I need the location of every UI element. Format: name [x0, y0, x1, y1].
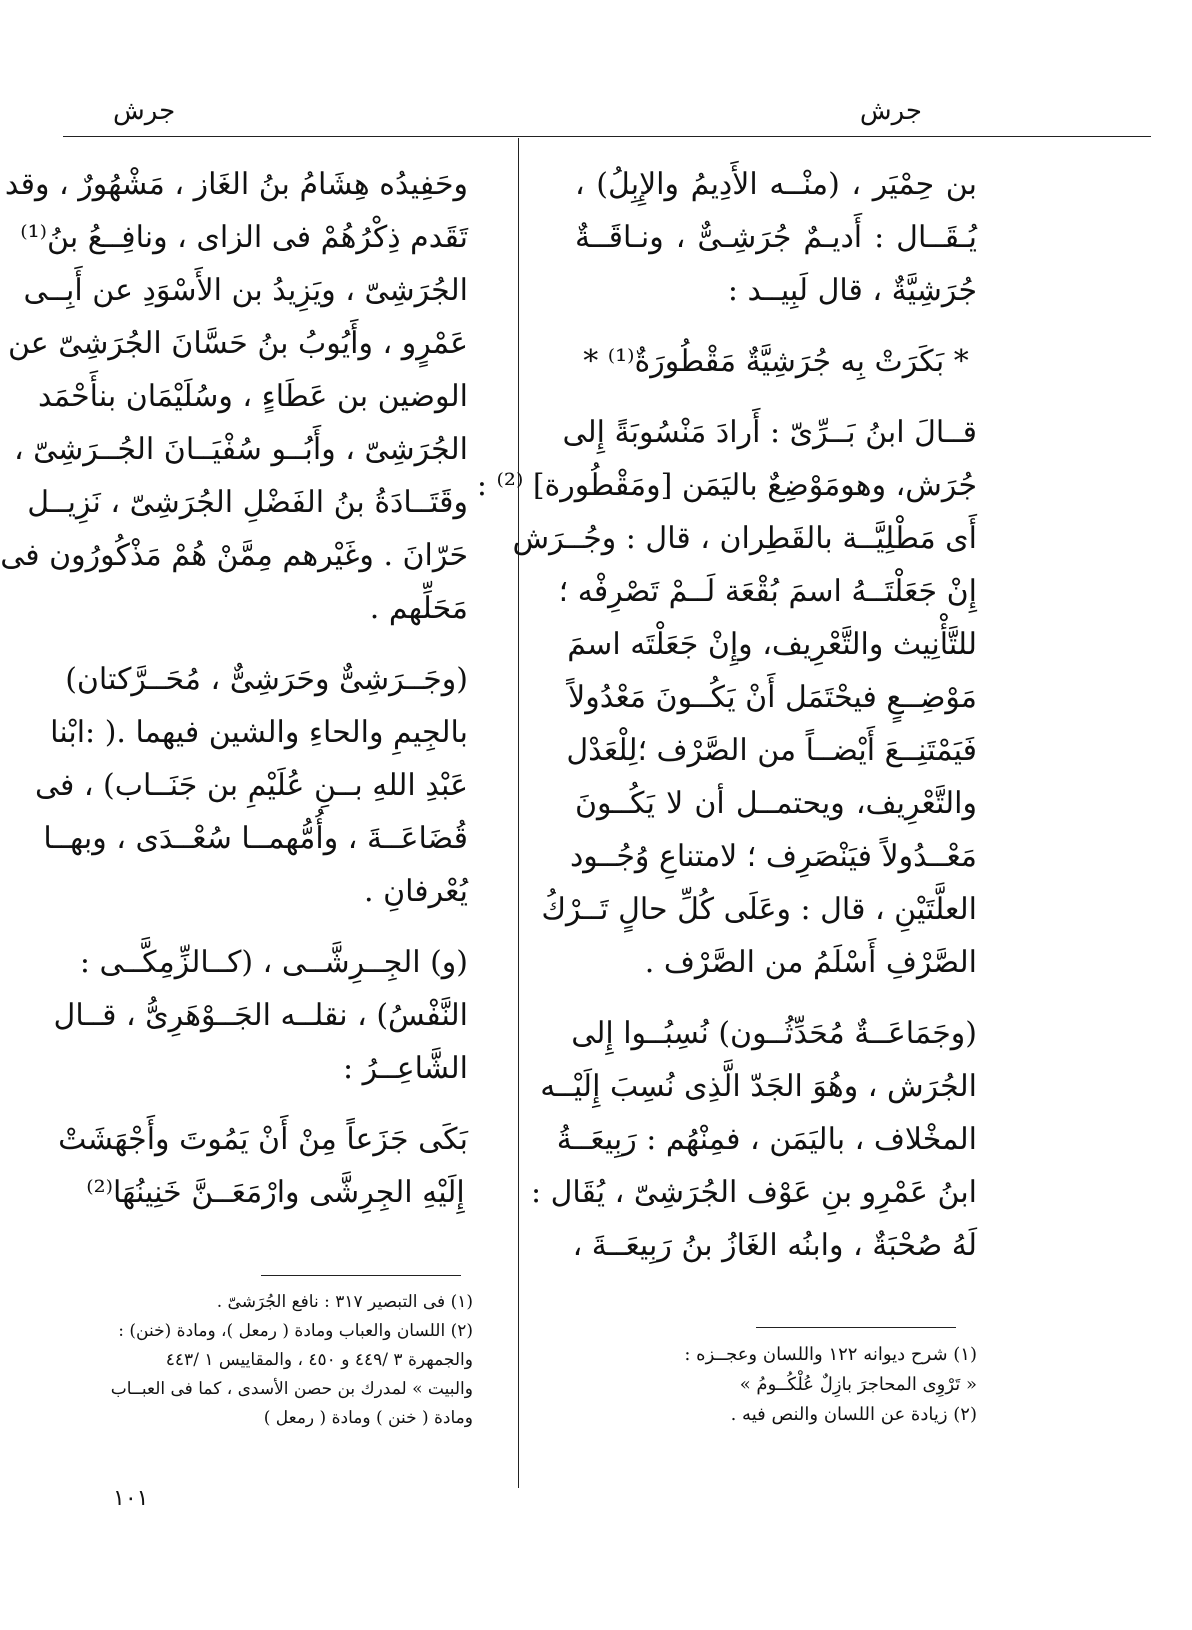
text-line: فَيَمْتَنِــعَ أَيْضــاً من الصَّرْف ؛لِلْعَدْل — [566, 733, 977, 768]
text-line: ابنُ عَمْرِو بنِ عَوْف الجُرَشِىّ ، يُقَال : — [530, 1175, 977, 1210]
footnote-line: (١) شرح ديوانه ١٢٢ واللسان وعجــزه : — [684, 1344, 977, 1365]
footnote-line: (٢) اللسان والعباب ومادة ( رمعل )، ومادة (خنن) : — [118, 1321, 473, 1341]
text-line: الجُرَشِىّ ، ويَزِيدُ بن الأَسْوَدِ عن أَبِــى — [23, 273, 468, 308]
footnote-rule-left — [261, 1275, 461, 1276]
text-line: العلَّتَيْنِ ، قال : وعَلَى كُلِّ حالٍ تَــرْكُ — [541, 892, 977, 927]
paragraph-gap — [575, 388, 977, 406]
verse-line: بَكَى جَزَعاً مِنْ أَنْ يَمُوتَ وأَجْهَشَتْ — [58, 1122, 468, 1157]
footnote-rule-right — [756, 1327, 956, 1328]
text-line: للتَّأْنِيث والتَّعْرِيف، وإِنْ جَعَلْتَه اسمَ — [567, 627, 977, 662]
text-line: المخْلاف ، باليَمَن ، فمِنْهُم : رَبِيعَــةُ — [556, 1122, 977, 1157]
text-line: عَمْرٍو ، وأَيُوبُ بنُ حَسَّانَ الجُرَشِىّ عن — [7, 326, 468, 361]
text-line: الوضين بن عَطَاءٍ ، وسُلَيْمَان بنأَحْمَد — [38, 379, 468, 414]
text-line: عَبْدِ اللهِ بــنِ عُلَيْمِ بن جَنَــاب) ، فى — [34, 768, 468, 803]
text-line: يُـقَــال : أَديـمٌ جُرَشِـىٌّ ، ونـاقَــةٌ — [575, 220, 977, 255]
text-line: (و) الجِــرِشَّــى ، (كــالزِّمِكَّــى : — [79, 945, 468, 980]
footnote-line: (١) فى التبصير ٣١٧ : نافع الجُرَشىّ . — [216, 1292, 473, 1312]
text-line: يُعْرفانِ . — [364, 874, 468, 909]
header-rule — [63, 136, 1151, 137]
text-line: قــالَ ابنُ بَــرِّىّ : أَرادَ مَنْسُوبَةً إِلى — [562, 415, 977, 450]
paragraph-gap — [83, 918, 468, 936]
text-line: جُرَش، وهومَوْضِعٌ باليَمَن [ومَقْطُورة] ⁽²⁾ : — [476, 468, 977, 503]
footnote-line: « تَرْوِى المحاجرَ بازِلٌ عُلْكُــومُ » — [739, 1374, 977, 1395]
running-header-left: جرش — [113, 96, 176, 126]
text-line: بن حِمْيَر ، (منْــه الأَدِيمُ والإِبِلُ) ، — [575, 167, 977, 202]
text-line: (وجَــرَشِىٌّ وحَرَشِىٌّ ، مُحَــرَّكتان) — [65, 662, 468, 697]
footnote-line: والبيت » لمدرك بن حصن الأسدى ، كما فى العبــاب — [110, 1379, 473, 1399]
paragraph-gap — [575, 989, 977, 1007]
text-line: النَّفْسُ) ، نقلــه الجَــوْهَرِىُّ ، قــال — [53, 998, 468, 1033]
text-line: حَرّانَ . وغَيْرهم مِمَّنْ هُمْ مَذْكُورُون فى — [0, 538, 468, 573]
footnote-line: ومادة ( خنن ) ومادة ( رمعل ) — [263, 1408, 473, 1428]
text-line: الشَّاعِــرُ : — [342, 1051, 468, 1086]
footnotes-right — [567, 1340, 977, 1430]
text-line: الصَّرْفِ أَسْلَمُ من الصَّرْف . — [644, 945, 977, 980]
verse-line: إِلَيْهِ الجِرِشَّى وارْمَعَــنَّ خَنِينُهَا⁽²⁾ — [86, 1175, 465, 1210]
text-line: جُرَشِيَّةٌ ، قال لَبِيــد : — [727, 273, 977, 308]
footnote-line: (٢) زيادة عن اللسان والنص فيه . — [730, 1404, 977, 1425]
text-line: مَوْضِــعٍ فيحْتَمَل أَنْ يَكُــونَ مَعْدُولاً — [568, 680, 977, 715]
text-line: قُضَاعَــةَ ، وأُمُّهمــا سُعْــدَى ، وبهــا — [43, 821, 468, 856]
text-line: تَقَدم ذِكْرُهُمْ فى الزاى ، ونافِــعُ بنُ⁽¹⁾ — [20, 220, 468, 255]
text-line: الجُرَش ، وهُوَ الجَدّ الَّذِى نُسِبَ إِلَيْــه — [540, 1069, 977, 1104]
verse-line: * بَكَرَتْ بِه جُرَشِيَّةٌ مَقْطُورَةٌ⁽¹⁾ * — [583, 344, 969, 379]
text-line: والتَّعْرِيف، ويحتمــل أن لا يَكُــونَ — [575, 786, 977, 821]
column-divider — [518, 138, 519, 1488]
text-line: (وجَمَاعَــةٌ مُحَدِّثُــون) نُسِبُــوا إِلى — [571, 1016, 977, 1051]
text-line: أَى مَطْلِيَّــة بالقَطِران ، قال : وجُــرَش — [512, 521, 977, 556]
text-line: بالجِيمِ والحاءِ والشين فيهما .( :ابْنا — [50, 715, 468, 750]
text-line: وقَتَــادَةُ بنُ الفَضْلِ الجُرَشِىّ ، نَزِيــل — [27, 485, 468, 520]
running-header-right: جرش — [859, 96, 922, 126]
text-line: مَحَلِّهم . — [369, 591, 468, 626]
text-line: إِنْ جَعَلْتَــهُ اسمَ بُقْعَة لَــمْ تَصْرِفْه ؛ — [558, 574, 977, 609]
right-column — [476, 158, 977, 1272]
text-line: مَعْــدُولاً فيَنْصَرِف ؛ لامتناعِ وُجُــود — [569, 839, 977, 874]
paragraph-gap — [575, 317, 977, 335]
left-column — [0, 158, 468, 1219]
text-line: الجُرَشِىّ ، وأَبُــو سُفْيَــانَ الجُــرَشِىّ ، — [13, 432, 468, 467]
text-line: لَهُ صُحْبَةٌ ، وابنُه الغَازُ بنُ رَبِيعَــةَ ، — [572, 1228, 977, 1263]
footnote-line: والجمهرة ٣ /٤٤٩ و ٤٥٠ ، والمقاييس ١ /٤٤٣ — [165, 1350, 473, 1370]
paragraph-gap — [83, 1095, 468, 1113]
page-number: ١٠١ — [113, 1486, 149, 1511]
text-line: وحَفِيدُه هِشَامُ بنُ الغَاز ، مَشْهُورٌ ، وقد — [4, 167, 468, 202]
footnotes-left — [83, 1288, 473, 1433]
paragraph-gap — [83, 635, 468, 653]
